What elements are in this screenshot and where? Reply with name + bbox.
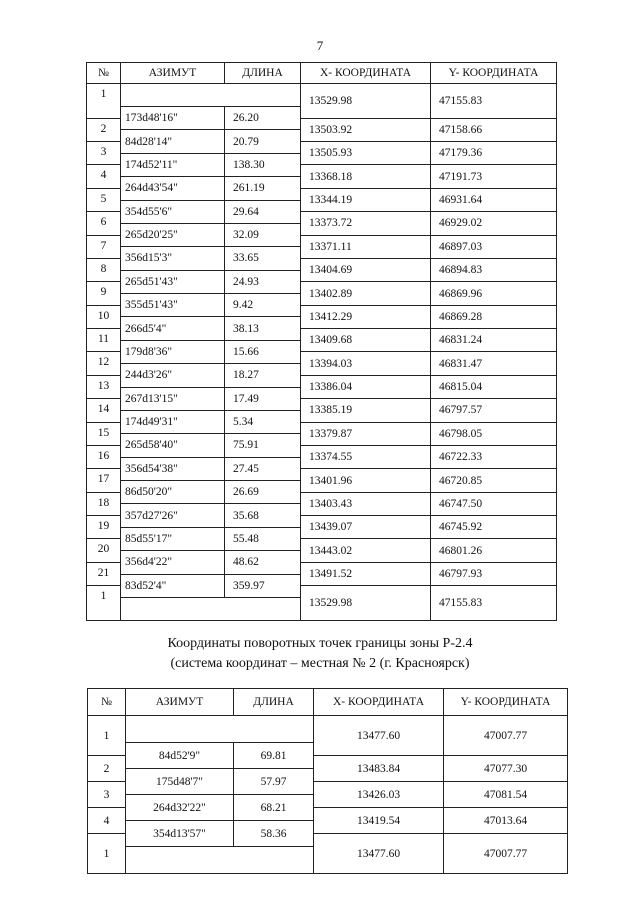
y-coordinate-cell: 46745.92 xyxy=(431,516,557,539)
x-coordinate-cell: 13529.98 xyxy=(301,586,431,621)
point-number-cell: 5 xyxy=(87,188,121,211)
x-coordinate-cell: 13529.98 xyxy=(301,84,431,119)
azimuth-cell: 265d20'25" xyxy=(121,223,225,246)
azimuth-cell: 355d51'43" xyxy=(121,294,225,317)
x-coordinate-cell: 13426.03 xyxy=(314,782,444,808)
azimuth-cell: 86d50'20" xyxy=(121,481,225,504)
table-header-row xyxy=(87,63,557,84)
y-coordinate-cell: 46797.93 xyxy=(431,562,557,585)
azimuth-cell: 356d4'22" xyxy=(121,551,225,574)
y-coordinate-cell: 46720.85 xyxy=(431,469,557,492)
length-cell: 32.09 xyxy=(225,223,301,246)
y-coordinate-cell: 47007.77 xyxy=(444,716,568,756)
point-number-cell: 10 xyxy=(87,305,121,328)
point-number-cell: 3 xyxy=(87,142,121,165)
col-header-y: Y- КООРДИНАТА xyxy=(431,63,557,84)
col-header-x: Х- КООРДИНАТА xyxy=(301,63,431,84)
x-coordinate-cell: 13403.43 xyxy=(301,492,431,515)
length-cell: 15.66 xyxy=(225,340,301,363)
length-cell: 5.34 xyxy=(225,410,301,433)
length-cell: 69.81 xyxy=(234,743,314,769)
x-coordinate-cell: 13373.72 xyxy=(301,212,431,235)
y-coordinate-cell: 47013.64 xyxy=(444,808,568,834)
y-coordinate-cell: 47191.73 xyxy=(431,165,557,188)
length-cell: 35.68 xyxy=(225,504,301,527)
y-coordinate-cell: 46801.26 xyxy=(431,539,557,562)
point-number-cell: 1 xyxy=(87,84,121,119)
point-number-cell: 8 xyxy=(87,258,121,281)
azimuth-cell: 354d13'57" xyxy=(126,821,234,847)
y-coordinate-cell: 46797.57 xyxy=(431,399,557,422)
azimuth-cell: 356d54'38" xyxy=(121,457,225,480)
length-cell: 75.91 xyxy=(225,434,301,457)
x-coordinate-cell: 13409.68 xyxy=(301,329,431,352)
y-coordinate-cell: 46722.33 xyxy=(431,445,557,468)
col-header-x: Х- КООРДИНАТА xyxy=(314,689,444,716)
point-number-cell: 2 xyxy=(87,118,121,141)
zone-caption-title: Координаты поворотных точек границы зоны Р-2.4 xyxy=(167,636,473,651)
azimuth-cell: 84d52'9" xyxy=(126,743,234,769)
y-coordinate-cell: 46869.96 xyxy=(431,282,557,305)
point-number-cell: 19 xyxy=(87,516,121,539)
point-number-cell: 9 xyxy=(87,282,121,305)
x-coordinate-cell: 13402.89 xyxy=(301,282,431,305)
coordinates-table-zone xyxy=(87,688,568,874)
length-cell: 261.19 xyxy=(225,177,301,200)
point-number-cell: 15 xyxy=(87,422,121,445)
col-header-length: ДЛИНА xyxy=(225,63,301,84)
y-coordinate-cell: 46897.03 xyxy=(431,235,557,258)
empty-cell xyxy=(121,84,301,107)
y-coordinate-cell: 46929.02 xyxy=(431,212,557,235)
azimuth-cell: 84d28'14" xyxy=(121,130,225,153)
length-cell: 138.30 xyxy=(225,153,301,176)
length-cell: 58.36 xyxy=(234,821,314,847)
x-coordinate-cell: 13374.55 xyxy=(301,445,431,468)
length-cell: 27.45 xyxy=(225,457,301,480)
x-coordinate-cell: 13385.19 xyxy=(301,399,431,422)
y-coordinate-cell: 46831.24 xyxy=(431,329,557,352)
col-header-number: № xyxy=(88,689,126,716)
point-number-cell: 6 xyxy=(87,212,121,235)
point-number-cell: 14 xyxy=(87,399,121,422)
point-number-cell: 17 xyxy=(87,469,121,492)
x-coordinate-cell: 13379.87 xyxy=(301,422,431,445)
y-coordinate-cell: 46831.47 xyxy=(431,352,557,375)
length-cell: 18.27 xyxy=(225,364,301,387)
azimuth-cell: 264d43'54" xyxy=(121,177,225,200)
azimuth-cell: 266d5'4" xyxy=(121,317,225,340)
x-coordinate-cell: 13412.29 xyxy=(301,305,431,328)
azimuth-cell: 173d48'16" xyxy=(121,107,225,130)
azimuth-cell: 356d15'3" xyxy=(121,247,225,270)
point-number-cell: 16 xyxy=(87,445,121,468)
col-header-azimuth: АЗИМУТ xyxy=(121,63,225,84)
y-coordinate-cell: 47077.30 xyxy=(444,756,568,782)
length-cell: 9.42 xyxy=(225,294,301,317)
length-cell: 55.48 xyxy=(225,527,301,550)
coordinates-table-main xyxy=(86,62,557,621)
point-number-cell: 1 xyxy=(88,834,126,874)
length-cell: 29.64 xyxy=(225,200,301,223)
azimuth-cell: 174d49'31" xyxy=(121,410,225,433)
x-coordinate-cell: 13443.02 xyxy=(301,539,431,562)
point-number-cell: 7 xyxy=(87,235,121,258)
x-coordinate-cell: 13344.19 xyxy=(301,188,431,211)
length-cell: 68.21 xyxy=(234,795,314,821)
point-number-cell: 21 xyxy=(87,562,121,585)
col-header-number: № xyxy=(87,63,121,84)
azimuth-cell: 244d3'26" xyxy=(121,364,225,387)
x-coordinate-cell: 13371.11 xyxy=(301,235,431,258)
length-cell: 17.49 xyxy=(225,387,301,410)
azimuth-cell: 83d52'4" xyxy=(121,574,225,597)
y-coordinate-cell: 46894.83 xyxy=(431,258,557,281)
point-number-cell: 1 xyxy=(87,586,121,621)
x-coordinate-cell: 13477.60 xyxy=(314,716,444,756)
point-number-cell: 2 xyxy=(88,756,126,782)
x-coordinate-cell: 13401.96 xyxy=(301,469,431,492)
x-coordinate-cell: 13503.92 xyxy=(301,118,431,141)
x-coordinate-cell: 13439.07 xyxy=(301,516,431,539)
azimuth-cell: 265d51'43" xyxy=(121,270,225,293)
y-coordinate-cell: 47155.83 xyxy=(431,586,557,621)
zone-caption-subtitle: (система координат – местная № 2 (г. Красноярск) xyxy=(170,656,470,671)
azimuth-cell: 354d55'6" xyxy=(121,200,225,223)
x-coordinate-cell: 13483.84 xyxy=(314,756,444,782)
col-header-y: Y- КООРДИНАТА xyxy=(444,689,568,716)
y-coordinate-cell: 47155.83 xyxy=(431,84,557,119)
y-coordinate-cell: 46815.04 xyxy=(431,375,557,398)
azimuth-cell: 179d8'36" xyxy=(121,340,225,363)
y-coordinate-cell: 46931.64 xyxy=(431,188,557,211)
empty-cell xyxy=(126,716,314,743)
x-coordinate-cell: 13477.60 xyxy=(314,834,444,874)
length-cell: 24.93 xyxy=(225,270,301,293)
x-coordinate-cell: 13368.18 xyxy=(301,165,431,188)
y-coordinate-cell: 47158.66 xyxy=(431,118,557,141)
x-coordinate-cell: 13419.54 xyxy=(314,808,444,834)
x-coordinate-cell: 13386.04 xyxy=(301,375,431,398)
y-coordinate-cell: 46798.05 xyxy=(431,422,557,445)
azimuth-cell: 357d27'26" xyxy=(121,504,225,527)
point-number-cell: 1 xyxy=(88,716,126,756)
y-coordinate-cell: 47179.36 xyxy=(431,142,557,165)
x-coordinate-cell: 13491.52 xyxy=(301,562,431,585)
azimuth-cell: 265d58'40" xyxy=(121,434,225,457)
table-header-row xyxy=(88,689,568,716)
length-cell: 20.79 xyxy=(225,130,301,153)
empty-cell xyxy=(121,597,301,620)
empty-cell xyxy=(126,847,314,874)
page-number: 7 xyxy=(316,38,324,53)
x-coordinate-cell: 13394.03 xyxy=(301,352,431,375)
azimuth-cell: 267d13'15" xyxy=(121,387,225,410)
x-coordinate-cell: 13404.69 xyxy=(301,258,431,281)
point-number-cell: 13 xyxy=(87,375,121,398)
length-cell: 38.13 xyxy=(225,317,301,340)
y-coordinate-cell: 47081.54 xyxy=(444,782,568,808)
point-number-cell: 3 xyxy=(88,782,126,808)
y-coordinate-cell: 46747.50 xyxy=(431,492,557,515)
point-number-cell: 12 xyxy=(87,352,121,375)
azimuth-cell: 264d32'22" xyxy=(126,795,234,821)
col-header-length: ДЛИНА xyxy=(234,689,314,716)
azimuth-cell: 175d48'7" xyxy=(126,769,234,795)
point-number-cell: 20 xyxy=(87,539,121,562)
length-cell: 48.62 xyxy=(225,551,301,574)
point-number-cell: 4 xyxy=(88,808,126,834)
azimuth-cell: 85d55'17" xyxy=(121,527,225,550)
azimuth-cell: 174d52'11" xyxy=(121,153,225,176)
length-cell: 33.65 xyxy=(225,247,301,270)
length-cell: 26.69 xyxy=(225,481,301,504)
y-coordinate-cell: 46869.28 xyxy=(431,305,557,328)
point-number-cell: 4 xyxy=(87,165,121,188)
table-row xyxy=(87,84,557,107)
point-number-cell: 18 xyxy=(87,492,121,515)
length-cell: 359.97 xyxy=(225,574,301,597)
length-cell: 57.97 xyxy=(234,769,314,795)
y-coordinate-cell: 47007.77 xyxy=(444,834,568,874)
col-header-azimuth: АЗИМУТ xyxy=(126,689,234,716)
point-number-cell: 11 xyxy=(87,329,121,352)
table-row xyxy=(88,716,568,743)
length-cell: 26.20 xyxy=(225,107,301,130)
x-coordinate-cell: 13505.93 xyxy=(301,142,431,165)
